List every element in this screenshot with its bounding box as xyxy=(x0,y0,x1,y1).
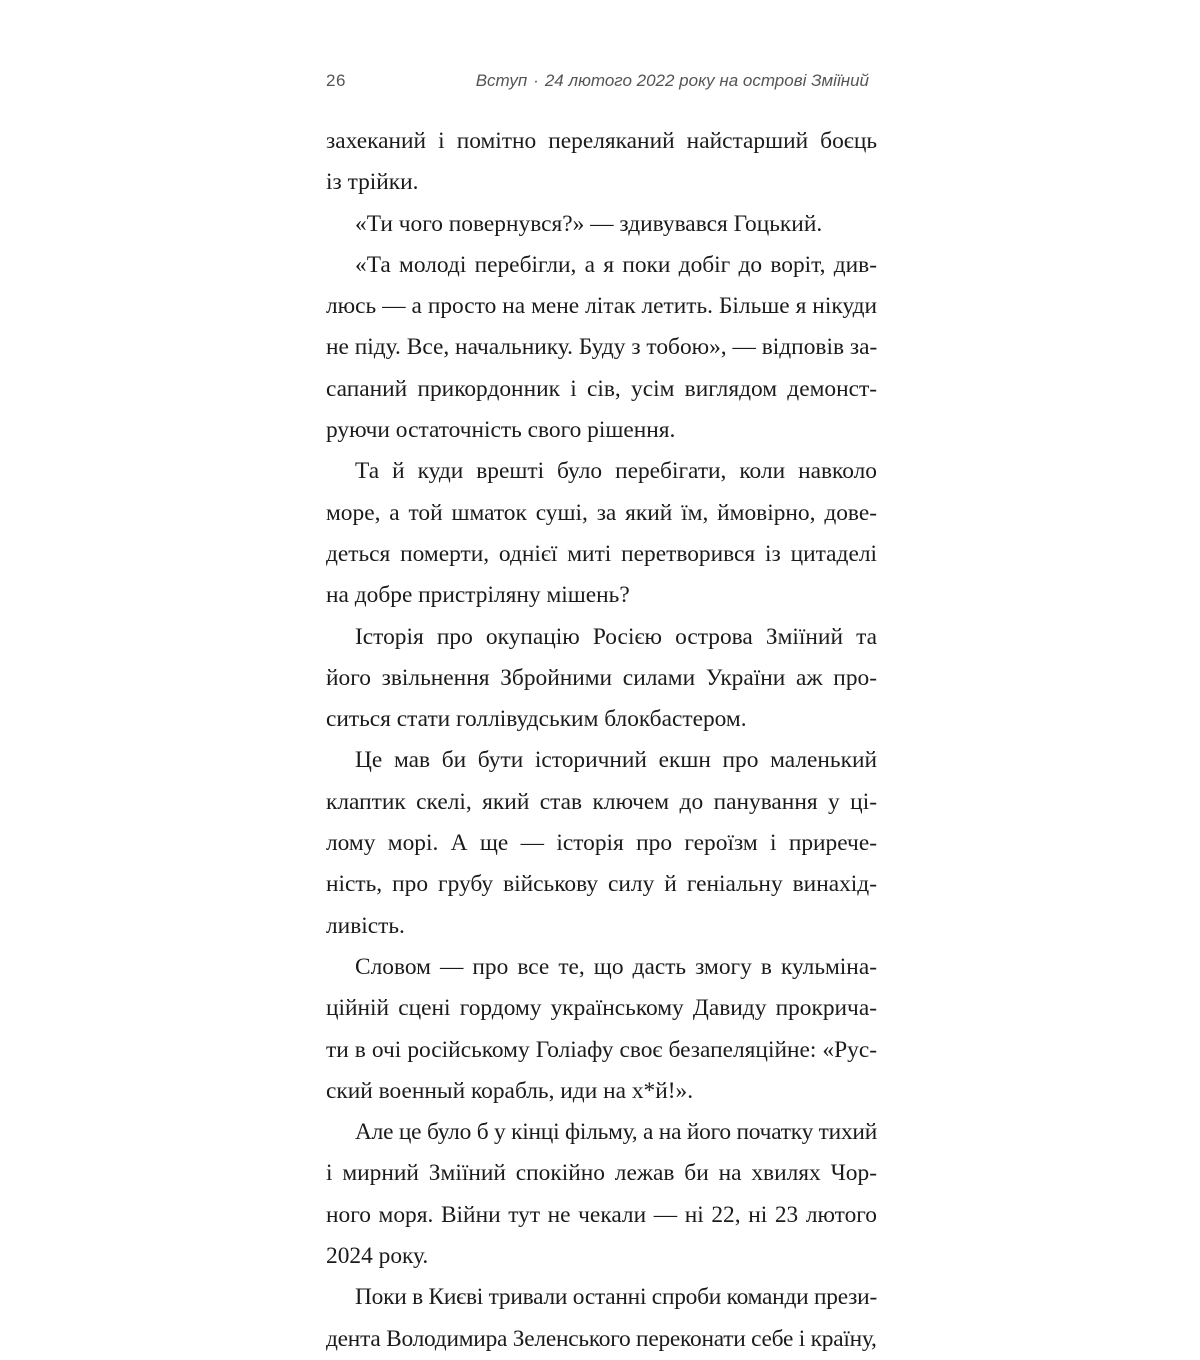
text-line: Словом — про все те, що дасть змогу в кульміна- xyxy=(355,953,877,980)
text-line: «Ти чого повернувся?» — здивувався Гоцький. xyxy=(355,210,823,237)
text-line: ного моря. Війни тут не чекали — ні 22, ні 23 лютого xyxy=(326,1201,877,1228)
running-head-title xyxy=(476,71,869,91)
running-head xyxy=(326,68,877,96)
text-line: ливість. xyxy=(326,912,405,939)
text-line: захеканий і помітно переляканий найстарший боєць xyxy=(326,128,877,154)
text-line: на добре пристріляну мішень? xyxy=(326,582,630,609)
text-line: сапаний прикордонник і сів, усім виглядом демонст- xyxy=(326,375,877,402)
paragraph xyxy=(326,617,877,741)
paragraph xyxy=(326,451,877,616)
text-line: клаптик скелі, який став ключем до панування у ці- xyxy=(326,788,877,815)
text-line: і мирний Зміїний спокійно лежав би на хвилях Чор- xyxy=(326,1160,877,1187)
paragraph xyxy=(326,245,877,451)
text-line: Поки в Києві тривали останні спроби команди прези- xyxy=(355,1284,877,1311)
text-line: його звільнення Збройними силами України аж про- xyxy=(326,664,877,691)
text-line: Історія про окупацію Росією острова Зміїний та xyxy=(355,623,877,650)
page-number: 26 xyxy=(326,71,346,90)
paragraph xyxy=(326,947,877,1112)
body-text xyxy=(326,121,877,1360)
paragraph xyxy=(326,204,877,245)
text-line: Але це було б у кінці фільму, а на його початку тихий xyxy=(355,1119,877,1146)
paragraph xyxy=(326,740,877,946)
text-line: Це мав би бути історичний екшн про маленький xyxy=(355,747,877,774)
text-line: 2024 року. xyxy=(326,1243,429,1270)
text-line: ційній сцені гордому українському Давиду прокрича- xyxy=(326,995,877,1022)
paragraph xyxy=(326,1277,877,1360)
text-line: ский военный корабль, иди на х*й!». xyxy=(326,1077,694,1104)
text-line: люсь — а просто на мене літак летить. Більше я нікуди xyxy=(326,293,877,320)
text-line: море, а той шматок суші, за який їм, ймовірно, дове- xyxy=(326,499,877,526)
text-line: «Та молоді перебігли, а я поки добіг до воріт, див- xyxy=(355,251,877,278)
text-line: Та й куди врешті було перебігати, коли навколо xyxy=(355,458,877,485)
paragraph xyxy=(326,1112,877,1277)
text-line: ти в очі російському Голіафу своє безапеляційне: «Рус- xyxy=(326,1036,877,1063)
text-line: деться померти, однієї миті перетворився із цитаделі xyxy=(326,540,877,567)
text-line: із трійки. xyxy=(326,169,419,196)
separator-dot: · xyxy=(533,71,539,90)
text-line: ність, про грубу військову силу й геніальну винахід- xyxy=(326,871,877,898)
paragraph xyxy=(326,121,877,204)
text-line: не піду. Все, начальнику. Буду з тобою», — відповів за- xyxy=(326,334,878,361)
text-line: ситься стати голлівудським блокбастером. xyxy=(326,706,747,733)
text-line: лому морі. А ще — історія про героїзм і прирече- xyxy=(326,830,877,857)
text-line: руючи остаточність свого рішення. xyxy=(326,417,676,444)
text-line: дента Володимира Зеленського переконати себе і країну, xyxy=(326,1325,877,1352)
chapter-title: 24 лютого 2022 року на острові Зміїний xyxy=(544,71,869,90)
section-label: Вступ xyxy=(475,71,528,90)
